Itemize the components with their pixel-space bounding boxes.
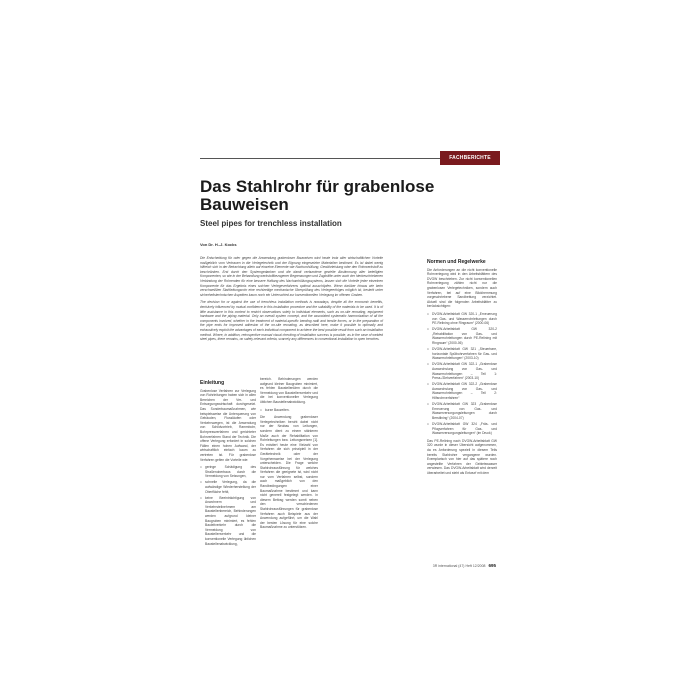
intro-heading: Einleitung bbox=[200, 380, 225, 386]
intro-paragraph: Grabenlose Verfahren zur Verlegung von Rohrleitungen haben sich in allen Bereichen der Ver- und Entsorgungswirtschaft durchgesetzt. Das Sonderbaumaßnahmen, wie beispielsweise die Unterquerung von Gebäuden, Flussläufen oder Verkehrswegen, ist die Anwendung von Schildvortrieb, Rammbohr, Bohrpressverfahren und gerichteter Bohrverfahren Stand der Technik. Die offene Verlegung erfordert in solchen Fällen einen hohen Aufwand, der wirtschaftlich einfach kaum zu vertreten ist. Für grabenlose Verfahren gelten die Vorteile wie: bbox=[200, 388, 256, 462]
intro-bullet-list bbox=[200, 465, 256, 546]
author-line: Von Dr. H.-J. Kocks bbox=[200, 242, 237, 247]
list-item: □ keine Beeinträchtigung von Anwohnern und Verkehrsteilnehmern am Baustellenbereich, Behinderungen werden aufgrund kleiner Baugruben minimiert, es fehlen Bauleitverkehr durch die Vermeidung von Baustellenverkehr und die konventionelle Verlegung üblichen Baustellenabwicklung, bbox=[200, 496, 256, 547]
article-subtitle: Steel pipes for trenchless installation bbox=[200, 219, 342, 228]
list-item: □ DVGW-Arbeitsblatt GW 323 „Grabenlose Erneuerung von Gas- und Wasserversorgungsleitungen durch Berstlining“ (2004-07) bbox=[427, 402, 497, 420]
list-item: □ DVGW-Arbeitsblatt GW 320-1 „Erneuerung von Gas- und Wasserrohrleitungen durch PE-Relining ohne Ringraum“ (2000-06) bbox=[427, 312, 497, 326]
norms-paragraph-1: Die Anforderungen an die nicht konventionelle Rohrverlegung wird in den Arbeitsblättern des DVGW beschrieben. Zur nicht konventionellen Rohrverlegung zählen nicht nur die grabenlosen Verlegetechniken, sondern auch Verfahren, bei auf eine Blickhemmung vorgeschriebene Sandbettung verzichtet. Aktuell sind die folgenden Arbeitsblätter zu berücksichtigen: bbox=[427, 267, 497, 309]
body-column-3 bbox=[427, 256, 497, 479]
abstract-english: The decision for or against the use of trenchless installation methods is nowadays, despite all the economic benefits, decisively influenced by mutual confidence in this installation procedure and the suitability of the materials to be used. It is of little assistance in this context to restrict observations solely to individual elements, such as on-site recoating, equipment hardware and the piping material. Only an overall system concept, and the associated systematic harmonization of all the components involved, whether in the treatment of material-specific bending radii and tensile forces, or in the preparation of the pipe ends for improved adhesion of the on-site recoating, as described here, make it possible to optimally and exhaustively exploit the advantages of each individual component to achieve the best possible result from such an installation method. Where, in addition, retrospective manual visual checking of installation success is possible, as in the case of welded steel pipes, there remains, on safety-relevant criteria, scarcely any differences to conventional installation in open trenches. bbox=[200, 300, 383, 342]
journal-citation: 3R international (47) Heft 12/2008 bbox=[432, 564, 486, 568]
list-item: □ DVGW-Arbeitsblatt GW 322-2 „Grabenlose Auswechslung von Gas- und Wasserrohrleitungen – Teil 2: Hilfsrohrverfahren“ bbox=[427, 382, 497, 400]
norms-list bbox=[427, 312, 497, 436]
list-item: □ DVGW-Arbeitsblatt GW 320-2 „Rehabilitation von Gas- und Wasserrohrleitungen durch PE-Relining mit Ringraum“ (2000-06) bbox=[427, 327, 497, 345]
col2-bullet-list bbox=[260, 408, 318, 413]
article-page bbox=[200, 140, 500, 568]
body-column-1 bbox=[200, 377, 256, 549]
title-line-2: Bauweisen bbox=[200, 195, 289, 214]
norms-paragraph-2: Das PE-Relining nach DVGW-Arbeitsblatt GW 320 wurde in dieser Übersicht aufgenommen, da es Anforderung speziell in diesem Teils bereits Stahlrohre vergangene wurden. Exemplarisch von hier auf das spätere noch angestellte Verfahren der Gebietswasser verwiesen. Das DVGW-Arbeitsblatt wird derzeit überarbeitet und steht als Entwurf mit dem bbox=[427, 438, 497, 475]
title-line-1: Das Stahlrohr für grabenlose bbox=[200, 177, 435, 196]
norms-heading: Normen und Regelwerke bbox=[427, 259, 486, 265]
list-item: □ kurze Bauzeiten. bbox=[260, 408, 318, 413]
list-item: □ geringe Schädigung des Straßenoberbaus durch die Vermeidung von Setzungen, bbox=[200, 465, 256, 479]
list-item: □ DVGW-Arbeitsblatt GW 322-1 „Grabenlose Auswechslung von Gas- und Wasserrohrleitungen – Teil 1: Press-/Ziehverfahren“ (2003-10) bbox=[427, 362, 497, 380]
list-item: □ DVGW-Arbeitsblatt GW 321 „Steuerbare, horizontale Spülbohrverfahren für Gas- und Wasserrohrleitungen“ (2003-10) bbox=[427, 347, 497, 361]
abstract-german: Die Entscheidung für oder gegen die Anwendung grabenloser Bauweisen wird heute trotz aller wirtschaftlichen Vorteile maßgeblich vom Vertrauen in die Verlegetechnik und der Eignung eingesetzter Materialien bestimmt. Es ist dabei wenig hilfreich sich in der Betrachtung allein auf einzelne Elemente wie Nachumhüllung, Gewährleistung oder den Rohrwerkstoff zu beschränken. Erst durch den Systemgedanken und die damit verbundene gezielte Abstimmung aller beteiligten Komponenten, so wie in der Behandlung werkstoffbezogener Begrenzungen und Zugkräfte unter auch der hierbeschriebenen Verbindung der Rohrenden für eine bessere Haftung des Nachumhüllungssystems, lassen sich die Vorteile jeder einzelnen Komponente für das Ergebnis eines solchen Verlegeverfahrens optimal ausschöpfen. Wenn darüber hinaus wie beim verschweißten Stahlleitungsrohr eine rechtzeitige mechanische Überprüfung des Verlegeerfolges möglich ist, besteht unter sicherheitstechnischen Aspekten kaum noch ein Unterschied zur konventionellen Verlegung im offenen Graben. bbox=[200, 256, 383, 297]
body-column-2 bbox=[260, 377, 318, 533]
col2-paragraph-1: bereich. Behinderungen werden aufgrund kleiner Baugruben minimiert, es fehlen Baustellenlärm durch die Vermeidung von Baustellenverkehr und die bei konventioneller Verlegung üblichen Baustellenabwicklung. bbox=[260, 377, 318, 404]
col2-paragraph-2: Die Anwendung grabenloser Verlegetechniken beruht dabei nicht nur der Neubau von Leitungen, sondern dient zu einem stärkeren Maße auch der Rehabilitation von Rohrleitungen bzw. Leitungsnetzen [1]. Es existiert heute eine Vielzahl von Verfahren die sich prinzipiell in der Gerätetechnik oder der Vorgehensweise bei der Verlegung unterscheiden. Die Frage welche Stahlrohrausführung für welches Verfahren die geeignete ist, wird nicht nur vom Verfahren selbst, sondern auch maßgeblich von den Randbedingungen einer Baumaßnahme bestimmt und kann nicht generell festgelegt werden. In diesem Beitrag werden somit neben den verschiedenen Stahlrohrausführungen für grabenlose Verfahren auch Beispiele aus der Anwendung aufgeführt, um die Wahl der besten Lösung für eine solche Baumaßnahme zu unterstützen. bbox=[260, 415, 318, 530]
section-tag: FACHBERICHTE bbox=[440, 151, 500, 165]
page-number: 695 bbox=[488, 563, 496, 568]
page-footer bbox=[433, 563, 496, 568]
article-title bbox=[200, 178, 490, 214]
list-item: □ DVGW-Arbeitsblatt GW 324 „Fräs- und Pflugverfahren für Gas- und Wasserversorgungsleitungen“ (im Druck) bbox=[427, 422, 497, 436]
list-item: □ schnelle Verlegung, da die aufwändige Wiederherstellung der Oberfläche fehlt, bbox=[200, 480, 256, 494]
abstract bbox=[200, 256, 383, 345]
